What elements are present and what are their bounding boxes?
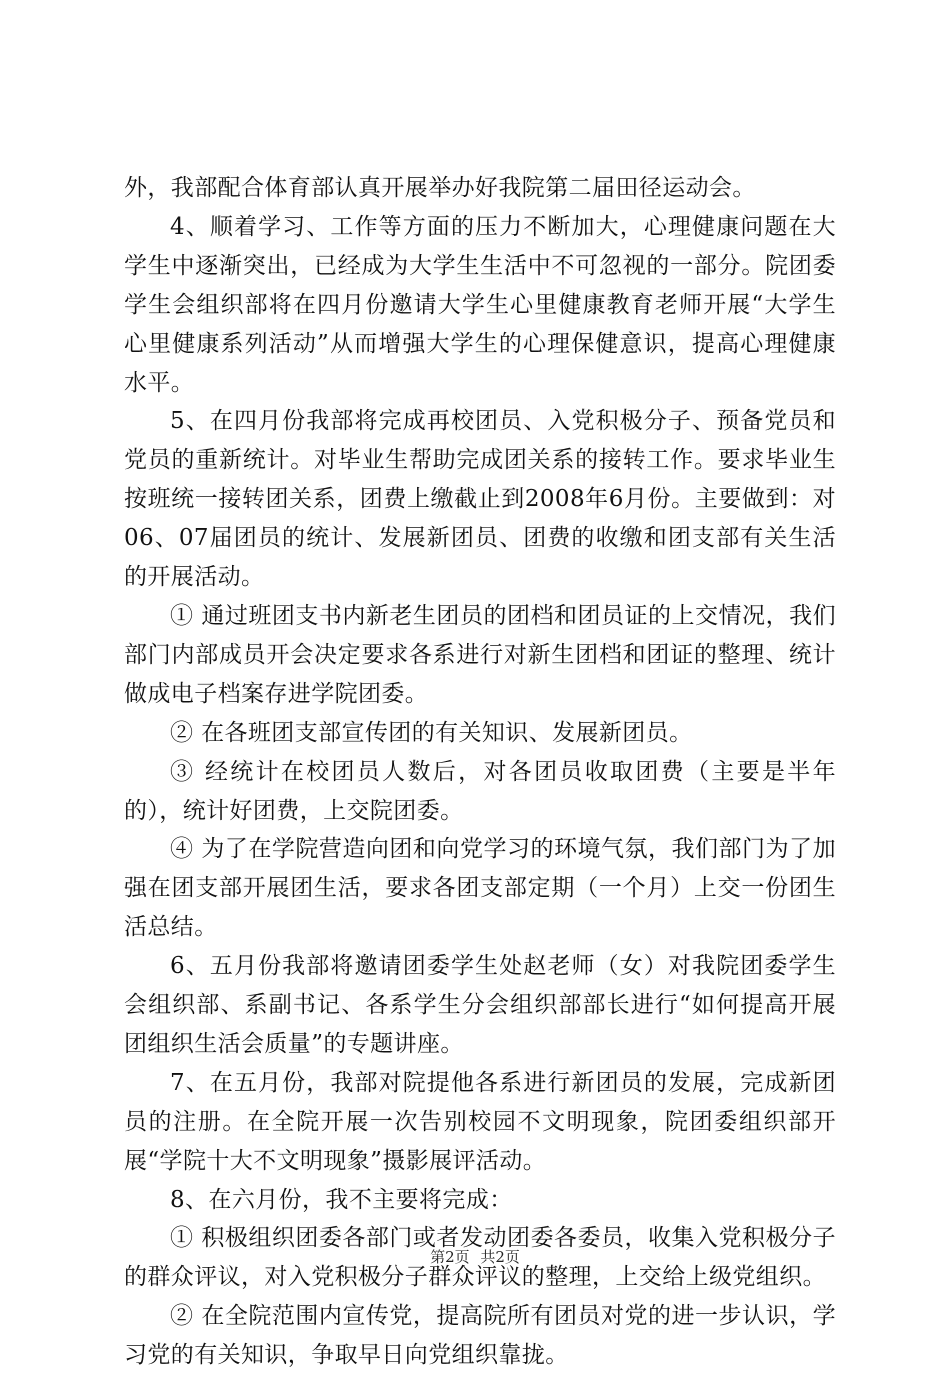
paragraph-item-4: 4、顺着学习、工作等方面的压力不断加大，心理健康问题在大学生中逐渐突出，已经成为大学生生活中不可忽视的一部分。院团委学生会组织部将在四月份邀请大学生心里健康教育老师开展“大学生心里健康系列活动”从而增强大学生的心理保健意识，提高心理健康水平。: [124, 213, 836, 396]
paragraph-item-5-sub-1: ① 通过班团支书内新老生团员的团档和团员证的上交情况，我们部门内部成员开会决定要求各系进行对新生团档和团证的整理、统计做成电子档案存进学院团委。: [124, 602, 836, 707]
paragraph-item-7: 7、在五月份，我部对院提他各系进行新团员的发展，完成新团员的注册。在全院开展一次告别校园不文明现象，院团委组织部开展“学院十大不文明现象”摄影展评活动。: [124, 1069, 836, 1174]
paragraph-item-5-sub-4: ④ 为了在学院营造向团和向党学习的环境气氛，我们部门为了加强在团支部开展团生活，要求各团支部定期（一个月）上交一份团生活总结。: [124, 836, 836, 941]
page-footer: 第2页 共2页: [430, 1248, 520, 1266]
document-body: [124, 169, 836, 1375]
paragraph-item-5-sub-2: ② 在各班团支部宣传团的有关知识、发展新团员。: [170, 719, 693, 746]
paragraph-item-8: 8、在六月份，我不主要将完成：: [170, 1186, 513, 1213]
paragraph-item-8-sub-1: ① 积极组织团委各部门或者发动团委各委员，收集入党积极分子的群众评议，对入党积极分子群众评议的整理，上交给上级党组织。: [124, 1225, 836, 1291]
paragraph-item-5: 5、在四月份我部将完成再校团员、入党积极分子、预备党员和党员的重新统计。对毕业生帮助完成团关系的接转工作。要求毕业生按班统一接转团关系，团费上缴截止到2008年6月份。主要做到：对06、07届团员的统计、发展新团员、团费的收缴和团支部有关生活的开展活动。: [124, 408, 836, 591]
paragraph-item-5-sub-3: ③ 经统计在校团员人数后，对各团员收取团费（主要是半年的），统计好团费，上交院团委。: [124, 758, 836, 824]
paragraph-continuation: 外，我部配合体育部认真开展举办好我院第二届田径运动会。: [124, 175, 756, 201]
paragraph-item-6: 6、五月份我部将邀请团委学生处赵老师（女）对我院团委学生会组织部、系副书记、各系学生分会组织部部长进行“如何提高开展团组织生活会质量”的专题讲座。: [124, 953, 836, 1057]
paragraph-item-8-sub-2: ② 在全院范围内宣传党，提高院所有团员对党的进一步认识，学习党的有关知识，争取早日向党组织靠拢。: [124, 1303, 836, 1369]
